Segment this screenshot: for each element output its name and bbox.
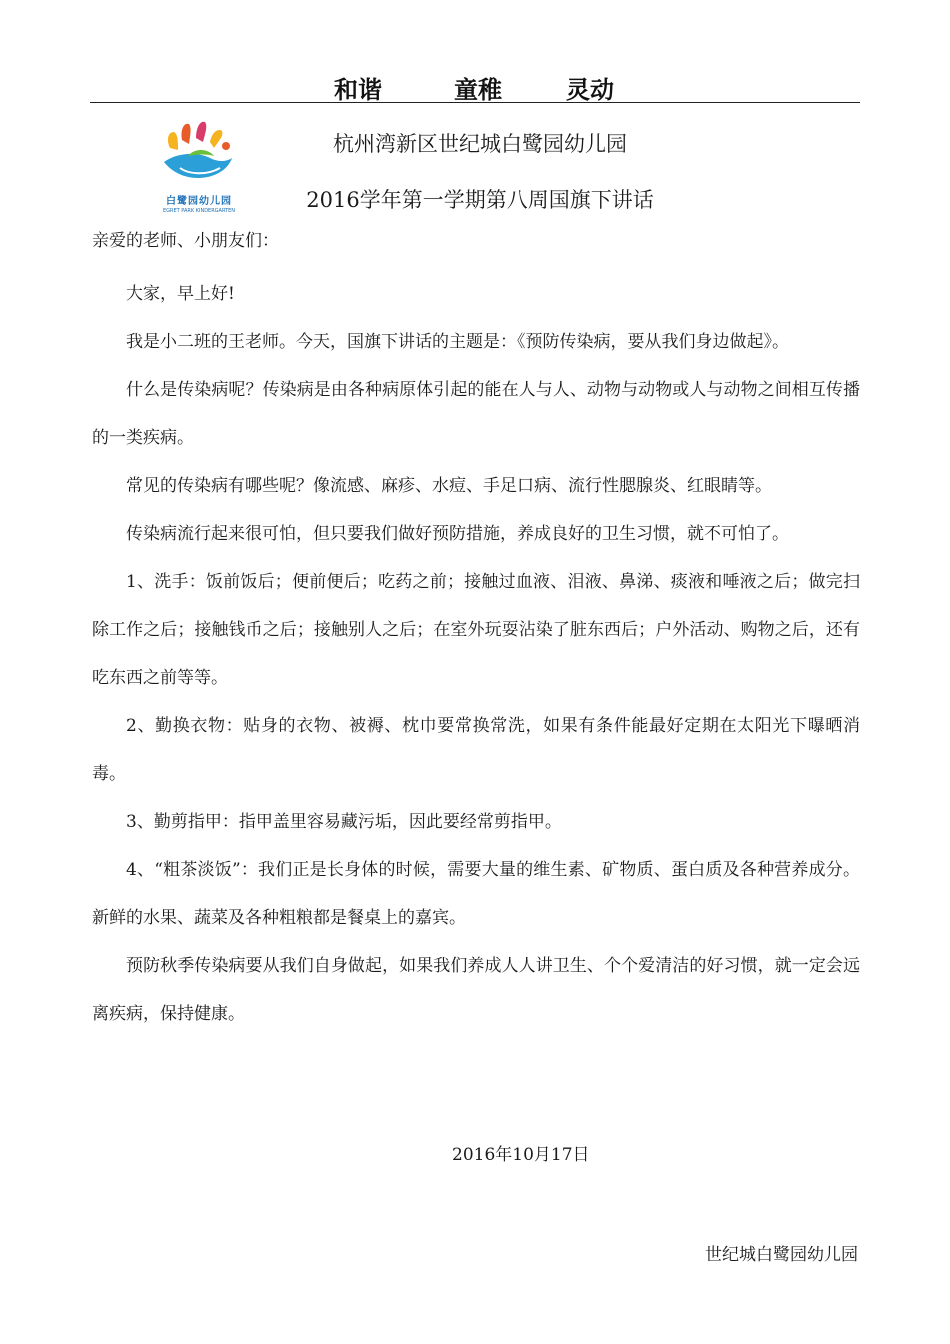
paragraph-conclusion: 预防秋季传染病要从我们自身做起，如果我们养成人人讲卫生、个个爱清洁的好习惯，就一定会远离疾病，保持健康。 <box>92 956 860 1024</box>
school-name: 杭州湾新区世纪城白鹭园幼儿园 <box>333 132 627 156</box>
paragraph-item-diet: 4、“粗茶淡饭”：我们正是长身体的时候，需要大量的维生素、矿物质、蛋白质及各种营养成分。新鲜的水果、蔬菜及各种粗粮都是餐桌上的嘉宾。 <box>92 860 860 928</box>
signature: 世纪城白鹭园幼儿园 <box>705 1245 858 1265</box>
speech-title: 2016学年第一学期第八周国旗下讲话 <box>306 188 654 212</box>
paragraph-item-handwashing: 1、洗手：饭前饭后；便前便后；吃药之前；接触过血液、泪液、鼻涕、痰液和唾液之后；做完扫除工作之后；接触钱币之后；接触别人之后；在室外玩耍沾染了脏东西后；户外活动、购物之后，还有吃东西之前等等。 <box>92 572 860 688</box>
speech-body <box>92 226 860 1038</box>
kindergarten-logo <box>158 118 240 218</box>
paragraph: 我是小二班的王老师。今天，国旗下讲话的主题是：《预防传染病，要从我们身边做起》。 <box>126 332 789 352</box>
paragraph-item-nails: 3、勤剪指甲：指甲盖里容易藏污垢，因此要经常剪指甲。 <box>126 812 562 832</box>
motto-word-harmony: 和谐 <box>334 76 382 104</box>
motto-word-lively: 灵动 <box>566 76 614 104</box>
paragraph: 传染病流行起来很可怕，但只要我们做好预防措施，养成良好的卫生习惯，就不可怕了。 <box>126 524 789 544</box>
motto-word-childlike: 童稚 <box>454 76 502 104</box>
paragraph-item-clothes: 2、勤换衣物：贴身的衣物、被褥、枕巾要常换常洗，如果有条件能最好定期在太阳光下曝晒消毒。 <box>92 716 860 784</box>
paragraph: 什么是传染病呢？传染病是由各种病原体引起的能在人与人、动物与动物或人与动物之间相互传播的一类疾病。 <box>92 380 860 448</box>
logo-subtitle: EGRET PARK KINDERGARTEN <box>162 208 236 214</box>
paragraph: 大家，早上好! <box>126 284 235 304</box>
speech-date: 2016年10月17日 <box>452 1145 590 1165</box>
egret-hand-logo-icon <box>158 118 240 192</box>
motto-header <box>90 68 860 103</box>
logo-name: 白鹭园幼儿园 <box>166 196 232 207</box>
greeting: 亲爱的老师、小朋友们： <box>92 231 279 251</box>
paragraph: 常见的传染病有哪些呢？像流感、麻疹、水痘、手足口病、流行性腮腺炎、红眼睛等。 <box>126 476 772 496</box>
